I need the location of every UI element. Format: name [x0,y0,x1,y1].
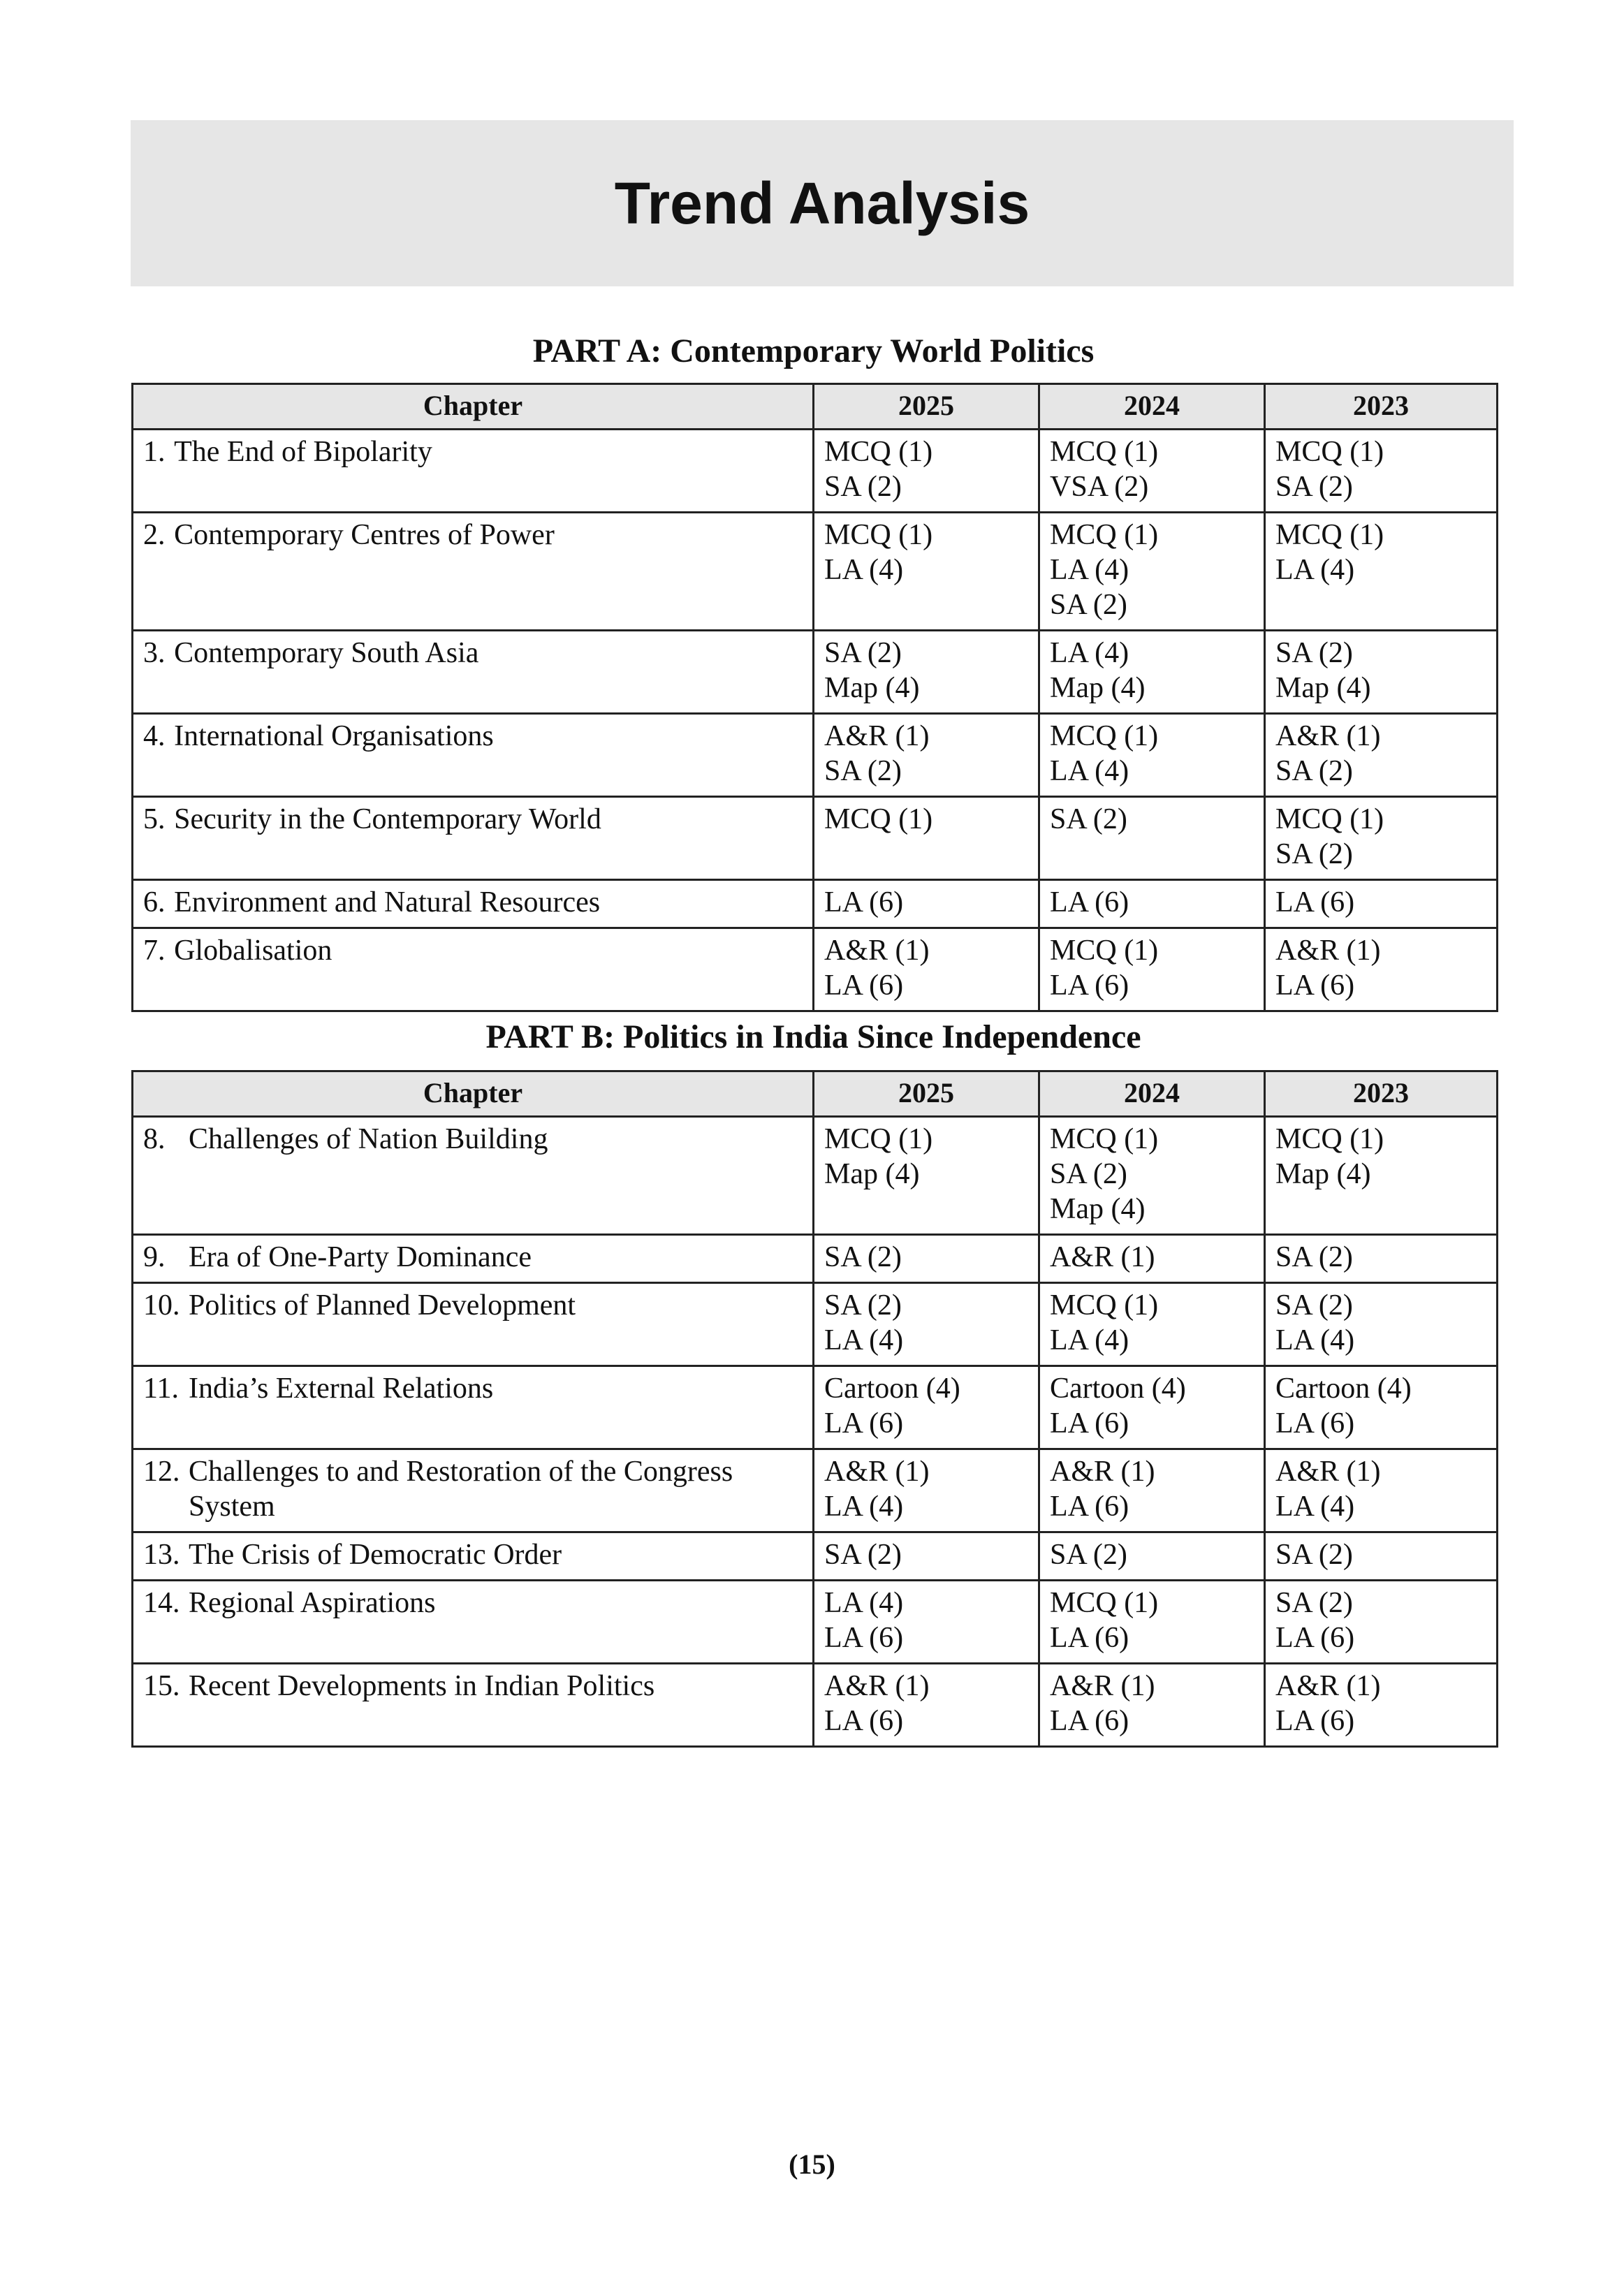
table-row [133,513,1498,631]
question-type-marks: MCQ (1) [1275,803,1384,835]
chapter-cell [133,1366,814,1449]
question-type-marks: A&R (1) [1050,1456,1155,1488]
question-type-marks: LA (4) [1275,1491,1355,1523]
year-cell-2025 [814,1664,1039,1747]
question-type-marks: A&R (1) [824,1456,930,1488]
question-type-marks: SA (2) [1275,1539,1353,1571]
chapter-name: Contemporary South Asia [174,637,479,669]
table-row [133,1117,1498,1235]
question-type-marks: LA (6) [1050,1705,1129,1737]
year-cell-2024 [1039,1664,1265,1747]
year-cell-2024 [1039,631,1265,714]
year-cell-2023 [1265,714,1498,797]
question-type-marks: Cartoon (4) [824,1372,960,1405]
question-type-marks: LA (6) [1275,1705,1355,1737]
year-cell-2025 [814,1235,1039,1283]
chapter-number: 3. [143,637,166,669]
part-a-table [131,383,1498,1012]
question-type-marks: Cartoon (4) [1275,1372,1412,1405]
column-header-2023: 2023 [1265,1071,1498,1117]
year-cell-2025 [814,797,1039,880]
question-type-marks: LA (4) [824,1491,904,1523]
table-row [133,1532,1498,1581]
year-cell-2025 [814,880,1039,928]
chapter-number: 11. [143,1372,179,1405]
question-type-marks: A&R (1) [824,1670,930,1702]
column-header-chapter: Chapter [133,384,814,430]
year-cell-2025 [814,1117,1039,1235]
question-type-marks: LA (6) [824,1622,904,1654]
question-type-marks: LA (4) [824,554,904,586]
question-type-marks: LA (4) [824,1324,904,1356]
year-cell-2023 [1265,1664,1498,1747]
year-cell-2024 [1039,430,1265,513]
question-type-marks: MCQ (1) [1050,720,1159,752]
question-type-marks: SA (2) [1050,1539,1127,1571]
year-cell-2023 [1265,1449,1498,1532]
question-type-marks: Map (4) [824,672,920,704]
chapter-name: Challenges to and Restoration of the Congress System [189,1456,733,1523]
year-cell-2023 [1265,880,1498,928]
year-cell-2025 [814,1581,1039,1664]
chapter-cell [133,1117,814,1235]
question-type-marks: MCQ (1) [1050,519,1159,551]
question-type-marks: MCQ (1) [824,1123,933,1155]
chapter-number: 2. [143,519,166,551]
question-type-marks: LA (6) [1050,1407,1129,1440]
chapter-name: Era of One-Party Dominance [189,1241,532,1273]
question-type-marks: SA (2) [1275,637,1353,669]
question-type-marks: LA (6) [1050,886,1129,918]
question-type-marks: SA (2) [1050,589,1127,621]
chapter-cell [133,880,814,928]
year-cell-2024 [1039,1449,1265,1532]
year-cell-2023 [1265,1235,1498,1283]
table-row [133,430,1498,513]
year-cell-2023 [1265,1581,1498,1664]
question-type-marks: SA (2) [1050,803,1127,835]
question-type-marks: A&R (1) [1050,1241,1155,1273]
chapter-cell [133,928,814,1011]
year-cell-2025 [814,714,1039,797]
table-row [133,714,1498,797]
chapter-name: Challenges of Nation Building [189,1123,548,1155]
question-type-marks: LA (6) [1275,969,1355,1002]
question-type-marks: LA (6) [1050,1622,1129,1654]
question-type-marks: SA (2) [824,1241,902,1273]
table-row [133,1283,1498,1366]
year-cell-2024 [1039,714,1265,797]
question-type-marks: LA (4) [1050,1324,1129,1356]
question-type-marks: Cartoon (4) [1050,1372,1186,1405]
chapter-number: 8. [143,1123,166,1155]
question-type-marks: SA (2) [824,471,902,503]
question-type-marks: SA (2) [824,1289,902,1322]
page-title: Trend Analysis [614,170,1030,236]
chapter-name: India’s External Relations [189,1372,494,1405]
chapter-number: 7. [143,935,166,967]
chapter-cell [133,1664,814,1747]
table-row [133,1235,1498,1283]
chapter-cell [133,1235,814,1283]
question-type-marks: A&R (1) [1050,1670,1155,1702]
question-type-marks: SA (2) [1050,1158,1127,1190]
page-number: (15) [789,2148,835,2180]
chapter-cell [133,513,814,631]
question-type-marks: MCQ (1) [1050,935,1159,967]
question-type-marks: MCQ (1) [1050,436,1159,468]
year-cell-2023 [1265,797,1498,880]
question-type-marks: SA (2) [824,637,902,669]
question-type-marks: LA (6) [1275,1622,1355,1654]
chapter-number: 6. [143,886,166,918]
question-type-marks: SA (2) [1275,1587,1353,1619]
table-row [133,797,1498,880]
chapter-cell [133,1532,814,1581]
question-type-marks: LA (6) [824,1407,904,1440]
year-cell-2025 [814,1366,1039,1449]
chapter-name: Regional Aspirations [189,1587,436,1619]
chapter-name: International Organisations [174,720,494,752]
question-type-marks: SA (2) [824,755,902,787]
year-cell-2023 [1265,513,1498,631]
question-type-marks: LA (6) [1275,1407,1355,1440]
column-header-chapter: Chapter [133,1071,814,1117]
chapter-cell [133,714,814,797]
question-type-marks: Map (4) [1275,672,1371,704]
table-row [133,880,1498,928]
chapter-name: Globalisation [174,935,332,967]
part-b-table [131,1070,1498,1748]
chapter-number: 5. [143,803,166,835]
part-a-title: PART A: Contemporary World Politics [532,332,1095,369]
question-type-marks: A&R (1) [1275,935,1381,967]
header-row [133,384,1498,430]
column-header-2025: 2025 [814,1071,1039,1117]
chapter-name: The End of Bipolarity [174,436,432,468]
question-type-marks: MCQ (1) [1275,436,1384,468]
question-type-marks: LA (6) [1275,886,1355,918]
year-cell-2023 [1265,1283,1498,1366]
chapter-cell [133,1449,814,1532]
chapter-number: 13. [143,1539,180,1571]
chapter-name: The Crisis of Democratic Order [189,1539,562,1571]
table-row [133,1449,1498,1532]
question-type-marks: Map (4) [1050,1193,1146,1225]
question-type-marks: A&R (1) [824,935,930,967]
question-type-marks: LA (6) [1050,969,1129,1002]
question-type-marks: Map (4) [824,1158,920,1190]
question-type-marks: MCQ (1) [1050,1123,1159,1155]
question-type-marks: LA (6) [824,969,904,1002]
chapter-name: Contemporary Centres of Power [174,519,555,551]
chapter-name: Security in the Contemporary World [174,803,601,835]
chapter-name: Recent Developments in Indian Politics [189,1670,655,1702]
question-type-marks: MCQ (1) [1275,1123,1384,1155]
chapter-number: 12. [143,1456,180,1488]
year-cell-2024 [1039,797,1265,880]
question-type-marks: SA (2) [824,1539,902,1571]
chapter-number: 1. [143,436,166,468]
question-type-marks: A&R (1) [1275,1670,1381,1702]
question-type-marks: LA (4) [1275,1324,1355,1356]
year-cell-2024 [1039,1581,1265,1664]
year-cell-2023 [1265,1366,1498,1449]
year-cell-2023 [1265,1117,1498,1235]
table-row [133,928,1498,1011]
year-cell-2023 [1265,631,1498,714]
chapter-number: 10. [143,1289,180,1322]
question-type-marks: A&R (1) [1275,1456,1381,1488]
question-type-marks: SA (2) [1275,1241,1353,1273]
year-cell-2024 [1039,1366,1265,1449]
chapter-cell [133,1581,814,1664]
column-header-2023: 2023 [1265,384,1498,430]
year-cell-2025 [814,928,1039,1011]
chapter-number: 15. [143,1670,180,1702]
column-header-2025: 2025 [814,384,1039,430]
question-type-marks: MCQ (1) [1275,519,1384,551]
chapter-name: Environment and Natural Resources [174,886,601,918]
title-banner [131,120,1514,286]
year-cell-2024 [1039,928,1265,1011]
question-type-marks: Map (4) [1275,1158,1371,1190]
column-header-2024: 2024 [1039,1071,1265,1117]
question-type-marks: SA (2) [1275,838,1353,870]
chapter-cell [133,1283,814,1366]
chapter-cell [133,430,814,513]
chapter-number: 9. [143,1241,166,1273]
question-type-marks: MCQ (1) [824,519,933,551]
question-type-marks: MCQ (1) [824,803,933,835]
question-type-marks: MCQ (1) [824,436,933,468]
year-cell-2024 [1039,1283,1265,1366]
year-cell-2025 [814,1449,1039,1532]
table-row [133,1581,1498,1664]
question-type-marks: LA (4) [1050,554,1129,586]
question-type-marks: MCQ (1) [1050,1289,1159,1322]
year-cell-2025 [814,1283,1039,1366]
chapter-cell [133,797,814,880]
year-cell-2024 [1039,513,1265,631]
table-row [133,1366,1498,1449]
question-type-marks: SA (2) [1275,755,1353,787]
chapter-number: 4. [143,720,166,752]
question-type-marks: LA (6) [824,886,904,918]
year-cell-2023 [1265,1532,1498,1581]
header-row [133,1071,1498,1117]
year-cell-2024 [1039,1235,1265,1283]
year-cell-2023 [1265,928,1498,1011]
year-cell-2025 [814,1532,1039,1581]
year-cell-2025 [814,430,1039,513]
question-type-marks: LA (4) [1050,637,1129,669]
chapter-name: Politics of Planned Development [189,1289,576,1322]
year-cell-2025 [814,631,1039,714]
year-cell-2024 [1039,1117,1265,1235]
part-b-title: PART B: Politics in India Since Independence [485,1018,1141,1055]
question-type-marks: Map (4) [1050,672,1146,704]
year-cell-2024 [1039,1532,1265,1581]
question-type-marks: LA (4) [1050,755,1129,787]
question-type-marks: MCQ (1) [1050,1587,1159,1619]
chapter-cell [133,631,814,714]
chapter-number: 14. [143,1587,180,1619]
question-type-marks: VSA (2) [1050,471,1149,503]
question-type-marks: SA (2) [1275,1289,1353,1322]
year-cell-2025 [814,513,1039,631]
table-row [133,1664,1498,1747]
table-row [133,631,1498,714]
year-cell-2023 [1265,430,1498,513]
question-type-marks: LA (4) [824,1587,904,1619]
column-header-2024: 2024 [1039,384,1265,430]
question-type-marks: A&R (1) [1275,720,1381,752]
year-cell-2024 [1039,880,1265,928]
question-type-marks: LA (6) [824,1705,904,1737]
question-type-marks: SA (2) [1275,471,1353,503]
question-type-marks: LA (6) [1050,1491,1129,1523]
question-type-marks: LA (4) [1275,554,1355,586]
question-type-marks: A&R (1) [824,720,930,752]
